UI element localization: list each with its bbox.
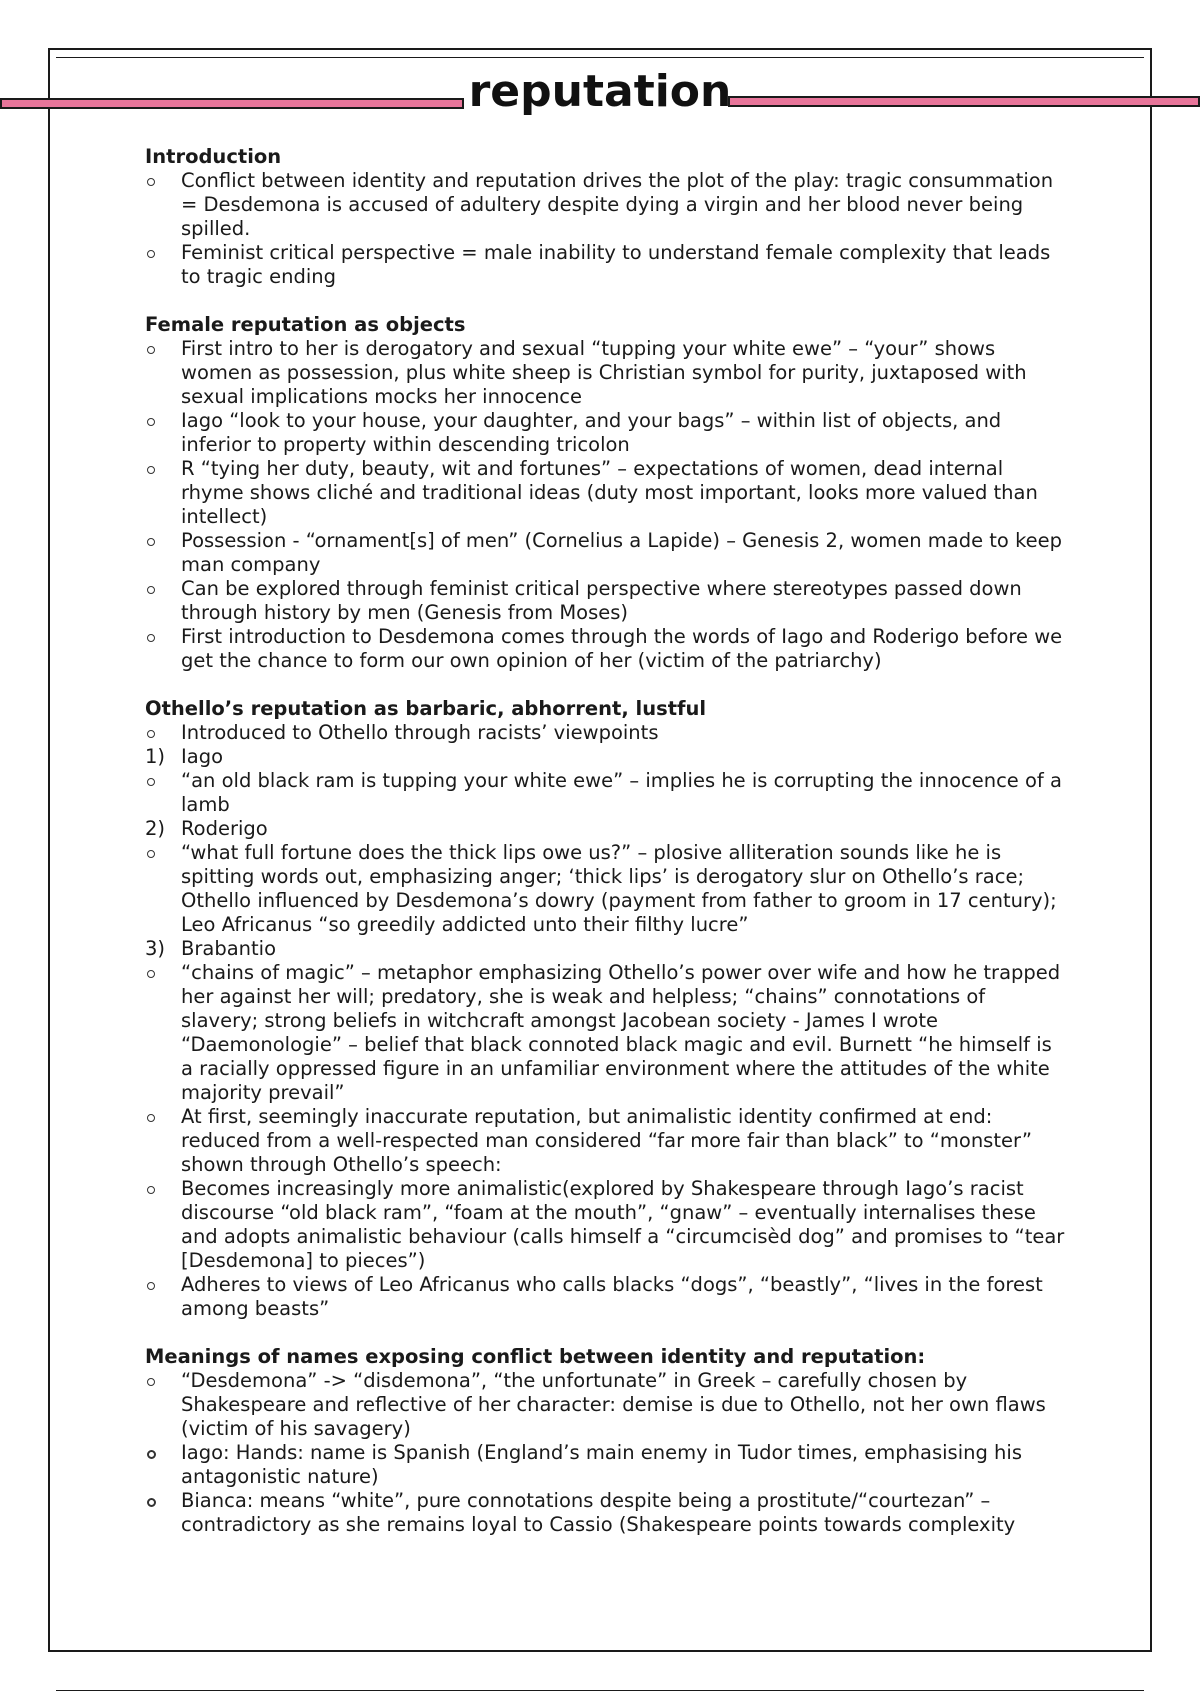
section-othello-reputation	[145, 697, 1065, 1321]
list-item	[145, 1273, 1065, 1321]
section-introduction	[145, 145, 1065, 289]
list-item	[145, 577, 1065, 625]
list-item-text: Becomes increasingly more animalistic(explored by Shakespeare through Iago’s racist discourse “old black ram”, “foam at the mouth”, “gnaw” – eventually internalises these and adopts animalistic behaviour (calls himself a “circumcisèd dog” and promises to “tear [Desdemona] to pieces”)	[181, 1177, 1065, 1272]
numbered-item	[145, 937, 1065, 961]
hollow-bullet-icon	[147, 346, 155, 354]
hollow-bullet-icon	[147, 1282, 155, 1290]
list-item-text: “what full fortune does the thick lips owe us?” – plosive alliteration sounds like he is spitting words out, emphasizing anger; ‘thick lips’ is derogatory slur on Othello’s race; Othello influenced by Desdemona’s dowry (payment from father to groom in 17 century); Leo Africanus “so greedily addicted unto their filthy lucre”	[181, 841, 1057, 936]
list-item	[145, 409, 1065, 457]
list-item-text: First intro to her is derogatory and sexual “tupping your white ewe” – “your” shows women as possession, plus white sheep is Christian symbol for purity, juxtaposed with sexual implications mocks her innocence	[181, 337, 1027, 408]
list-item	[145, 1177, 1065, 1273]
page-title: reputation	[468, 66, 732, 117]
document-body	[145, 145, 1065, 1561]
bold-hollow-bullet-icon	[147, 1450, 156, 1459]
list-number: 3)	[145, 937, 166, 960]
list-item	[145, 721, 1065, 745]
list-item	[145, 457, 1065, 529]
list-item	[145, 841, 1065, 937]
list-item-text: Iago	[181, 745, 224, 768]
section-heading: Female reputation as objects	[145, 313, 466, 336]
frame-inner-line	[56, 57, 1144, 58]
numbered-item	[145, 745, 1065, 769]
list-item	[145, 1441, 1065, 1489]
list-number: 1)	[145, 745, 166, 768]
list-item-text: Iago “look to your house, your daughter, and your bags” – within list of objects, and inferior to property within descending tricolon	[181, 409, 1002, 456]
list-number: 2)	[145, 817, 166, 840]
section-meanings-of-names	[145, 1345, 1065, 1537]
section-heading: Meanings of names exposing conflict between identity and reputation:	[145, 1345, 926, 1368]
section-heading: Introduction	[145, 145, 282, 168]
list-item	[145, 529, 1065, 577]
list-item-text: Brabantio	[181, 937, 277, 960]
footer-rule	[56, 1690, 1144, 1691]
hollow-bullet-icon	[147, 850, 155, 858]
list-item-text: Possession - “ornament[s] of men” (Cornelius a Lapide) – Genesis 2, women made to keep man company	[181, 529, 1063, 576]
hollow-bullet-icon	[147, 970, 155, 978]
list-item-text: Feminist critical perspective = male inability to understand female complexity that leads to tragic ending	[181, 241, 1051, 288]
hollow-bullet-icon	[147, 730, 155, 738]
list-item-text: Iago: Hands: name is Spanish (England’s main enemy in Tudor times, emphasising his antagonistic nature)	[181, 1441, 1022, 1488]
hollow-bullet-icon	[147, 1378, 155, 1386]
list-item	[145, 625, 1065, 673]
list-item-text: R “tying her duty, beauty, wit and fortunes” – expectations of women, dead internal rhyme shows cliché and traditional ideas (duty most important, looks more valued than intellect)	[181, 457, 1038, 528]
hollow-bullet-icon	[147, 418, 155, 426]
hollow-bullet-icon	[147, 250, 155, 258]
list-item-text: Introduced to Othello through racists’ viewpoints	[181, 721, 659, 744]
list-item-text: “an old black ram is tupping your white ewe” – implies he is corrupting the innocence of a lamb	[181, 769, 1062, 816]
list-item-text: Bianca: means “white”, pure connotations despite being a prostitute/“courtezan” – contradictory as she remains loyal to Cassio (Shakespeare points towards complexity	[181, 1489, 1016, 1536]
hollow-bullet-icon	[147, 1114, 155, 1122]
list-item	[145, 769, 1065, 817]
list-item	[145, 1369, 1065, 1441]
list-item	[145, 961, 1065, 1105]
list-item	[145, 337, 1065, 409]
list-item-text: Roderigo	[181, 817, 268, 840]
hollow-bullet-icon	[147, 538, 155, 546]
section-heading: Othello’s reputation as barbaric, abhorrent, lustful	[145, 697, 707, 720]
list-item	[145, 169, 1065, 241]
bold-hollow-bullet-icon	[147, 1498, 156, 1507]
numbered-item	[145, 817, 1065, 841]
section-female-reputation	[145, 313, 1065, 673]
list-item-text: “Desdemona” -> “disdemona”, “the unfortunate” in Greek – carefully chosen by Shakespeare and reflective of her character: demise is due to Othello, not her own flaws (victim of his savagery)	[181, 1369, 1046, 1440]
list-item-text: Can be explored through feminist critical perspective where stereotypes passed down through history by men (Genesis from Moses)	[181, 577, 1022, 624]
hollow-bullet-icon	[147, 778, 155, 786]
hollow-bullet-icon	[147, 634, 155, 642]
hollow-bullet-icon	[147, 586, 155, 594]
list-item-text: At first, seemingly inaccurate reputation, but animalistic identity confirmed at end: reduced from a well-respected man considered “far more fair than black” to “monster” shown through Othello’s speech:	[181, 1105, 1032, 1176]
list-item	[145, 1489, 1065, 1537]
hollow-bullet-icon	[147, 466, 155, 474]
list-item	[145, 241, 1065, 289]
hollow-bullet-icon	[147, 1186, 155, 1194]
list-item-text: First introduction to Desdemona comes through the words of Iago and Roderigo before we get the chance to form our own opinion of her (victim of the patriarchy)	[181, 625, 1063, 672]
list-item-text: “chains of magic” – metaphor emphasizing Othello’s power over wife and how he trapped her against her will; predatory, she is weak and helpless; “chains” connotations of slavery; strong beliefs in witchcraft amongst Jacobean society - James I wrote “Daemonologie” – belief that black connoted black magic and evil. Burnett “he himself is a racially oppressed figure in an unfamiliar environment where the attitudes of the white majority prevail”	[181, 961, 1061, 1104]
list-item-text: Adheres to views of Leo Africanus who calls blacks “dogs”, “beastly”, “lives in the forest among beasts”	[181, 1273, 1043, 1320]
list-item-text: Conflict between identity and reputation drives the plot of the play: tragic consummation = Desdemona is accused of adultery despite dying a virgin and her blood never being spilled.	[181, 169, 1054, 240]
hollow-bullet-icon	[147, 178, 155, 186]
list-item	[145, 1105, 1065, 1177]
